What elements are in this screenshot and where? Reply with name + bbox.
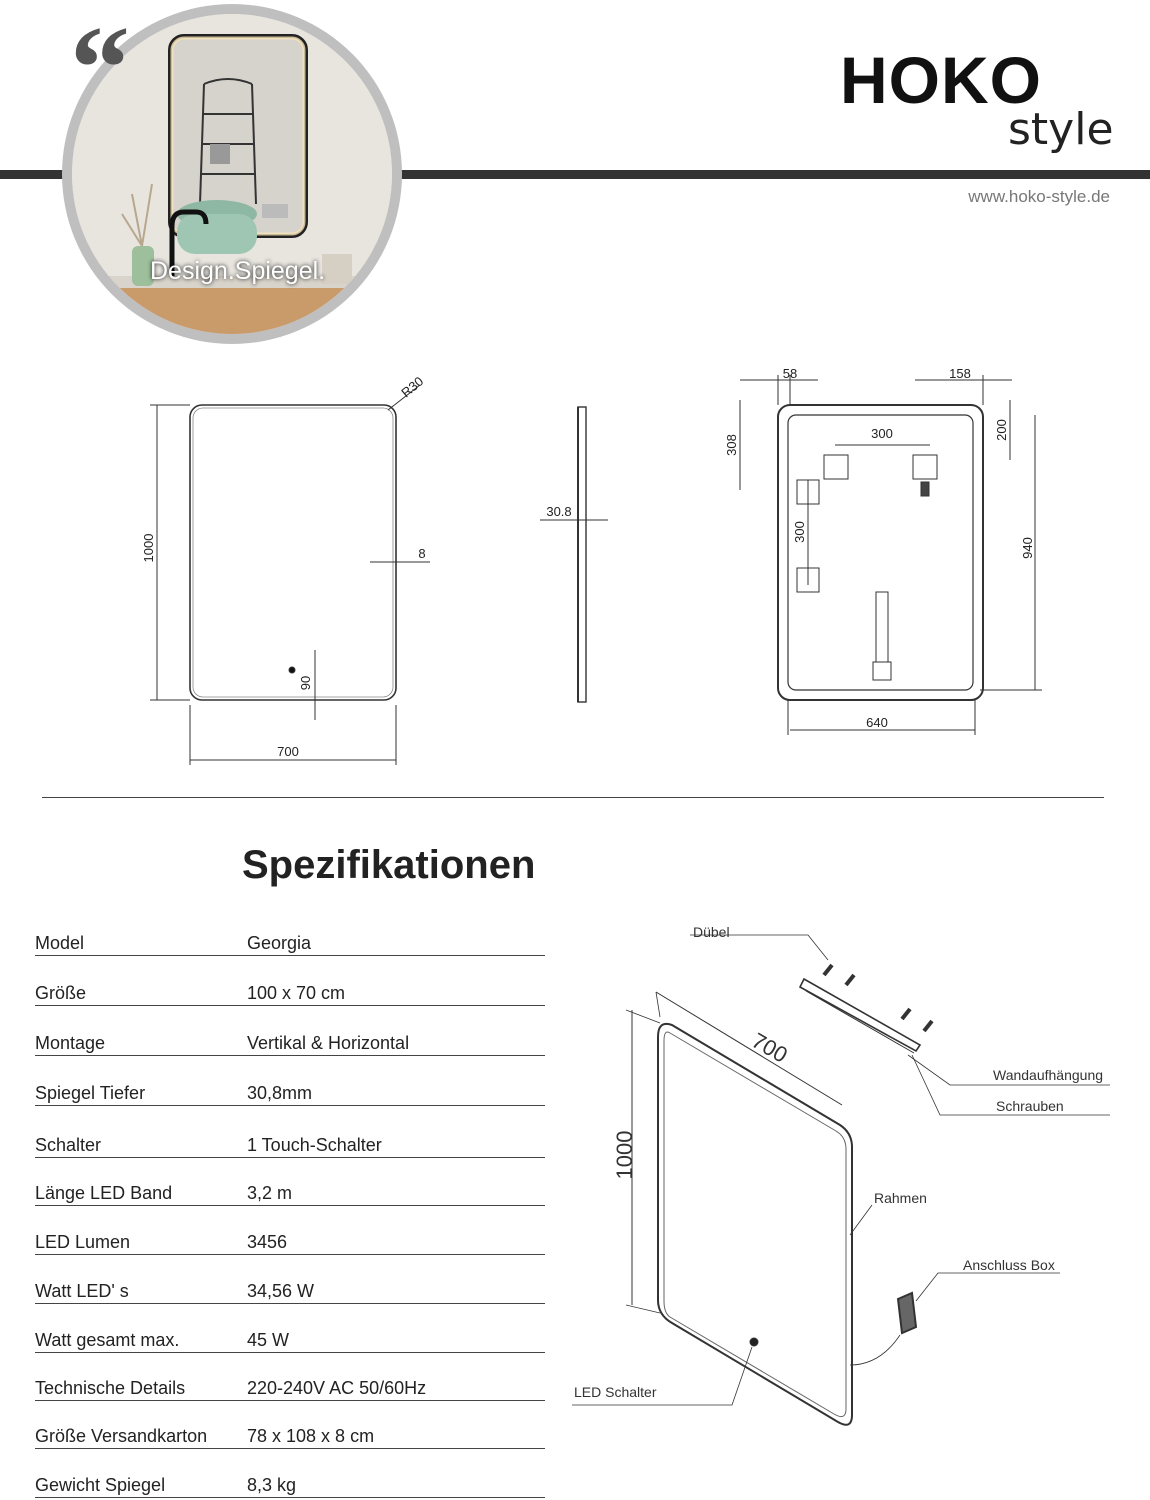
back-view-outline [778, 405, 983, 700]
brand-sub: style [1008, 104, 1114, 155]
spec-value: Vertikal & Horizontal [247, 1033, 410, 1053]
front-switch-dot [289, 667, 295, 673]
spec-value: 3,2 m [247, 1183, 293, 1203]
spec-label: Watt gesamt max. [35, 1330, 180, 1350]
spec-label: Spiegel Tiefer [35, 1083, 146, 1103]
spec-title: Spezifikationen [242, 843, 536, 887]
spec-value: 220-240V AC 50/60Hz [247, 1378, 427, 1398]
spec-row-model [35, 931, 545, 956]
spec-value: 1 Touch-Schalter [247, 1135, 382, 1155]
spec-row-technical [35, 1376, 545, 1401]
back-led-driver [876, 592, 888, 662]
spec-row-shipping-box [35, 1424, 545, 1449]
back-bracket-left [824, 455, 848, 479]
iso-label-switch: LED Schalter [574, 1384, 657, 1400]
spec-label: Montage [35, 1033, 106, 1053]
iso-height-label: 1000 [612, 1130, 637, 1180]
spec-value: 8,3 kg [247, 1475, 297, 1495]
section-divider [42, 797, 1104, 798]
spec-row-size [35, 981, 545, 1006]
spec-row-led-watt [35, 1279, 545, 1304]
back-right-top-label: 200 [994, 419, 1009, 441]
spec-label: Länge LED Band [35, 1183, 173, 1203]
spec-value: 30,8mm [247, 1083, 313, 1103]
technical-drawings [0, 360, 1150, 790]
spec-label: LED Lumen [35, 1232, 131, 1252]
website-url: www.hoko-style.de [968, 187, 1110, 206]
spec-label: Größe [35, 983, 87, 1003]
back-inner-height-label: 940 [1020, 537, 1035, 559]
iso-mirror-frame [658, 1024, 852, 1425]
iso-label-duebel: Dübel [693, 924, 730, 940]
iso-label-wall: Wandaufhängung [993, 1067, 1104, 1083]
brand-logo: HOKO [840, 43, 1042, 117]
back-inner-width-label: 640 [866, 715, 888, 730]
front-width-label: 700 [277, 744, 299, 759]
spec-row-depth [35, 1081, 545, 1106]
spec-label: Model [35, 933, 85, 953]
spec-label: Schalter [35, 1135, 102, 1155]
front-edge-label: 8 [418, 546, 426, 561]
front-radius-label: R30 [398, 373, 427, 401]
spec-row-switch [35, 1133, 545, 1158]
iso-width-label: 700 [747, 1027, 792, 1068]
iso-wall-rail [800, 979, 920, 1051]
spec-row-lumen [35, 1230, 545, 1255]
spec-label: Technische Details [35, 1378, 186, 1398]
back-connection-box [873, 662, 891, 680]
back-bracket-right [913, 455, 937, 479]
iso-junction-box [898, 1293, 916, 1333]
hero-caption: Design.Spiegel. [150, 257, 326, 285]
spec-label: Größe Versandkarton [35, 1426, 208, 1446]
spec-value: Georgia [247, 933, 312, 953]
assembly-drawing [560, 915, 1140, 1500]
spec-row-led-length [35, 1181, 545, 1206]
spec-row-mounting [35, 1031, 545, 1056]
back-top-offset-label: 308 [724, 434, 739, 456]
spec-label: Gewicht Spiegel [35, 1475, 166, 1495]
spec-row-weight [35, 1473, 545, 1498]
spec-value: 45 W [247, 1330, 290, 1350]
back-vertical-spacing-label: 300 [792, 521, 807, 543]
iso-label-frame: Rahmen [874, 1190, 927, 1206]
iso-label-screws: Schrauben [996, 1098, 1064, 1114]
side-view-outline [578, 407, 586, 702]
iso-label-box: Anschluss Box [963, 1257, 1055, 1273]
spec-row-total-watt [35, 1328, 545, 1353]
quote-icon: “ [70, 1, 130, 134]
front-view-outline [190, 405, 396, 700]
front-switch-offset-label: 90 [298, 675, 313, 691]
spec-value: 78 x 108 x 8 cm [247, 1426, 375, 1446]
spec-value: 3456 [247, 1232, 288, 1252]
front-height-label: 1000 [141, 533, 156, 563]
spec-value: 34,56 W [247, 1281, 315, 1301]
spec-label: Watt LED' s [35, 1281, 129, 1301]
back-hole-spacing-label: 300 [871, 426, 893, 441]
back-left-offset-label: 58 [782, 366, 798, 381]
side-depth-label: 30.8 [546, 504, 572, 519]
back-right-offset-label: 158 [949, 366, 971, 381]
iso-switch-dot [750, 1338, 758, 1346]
spec-value: 100 x 70 cm [247, 983, 346, 1003]
